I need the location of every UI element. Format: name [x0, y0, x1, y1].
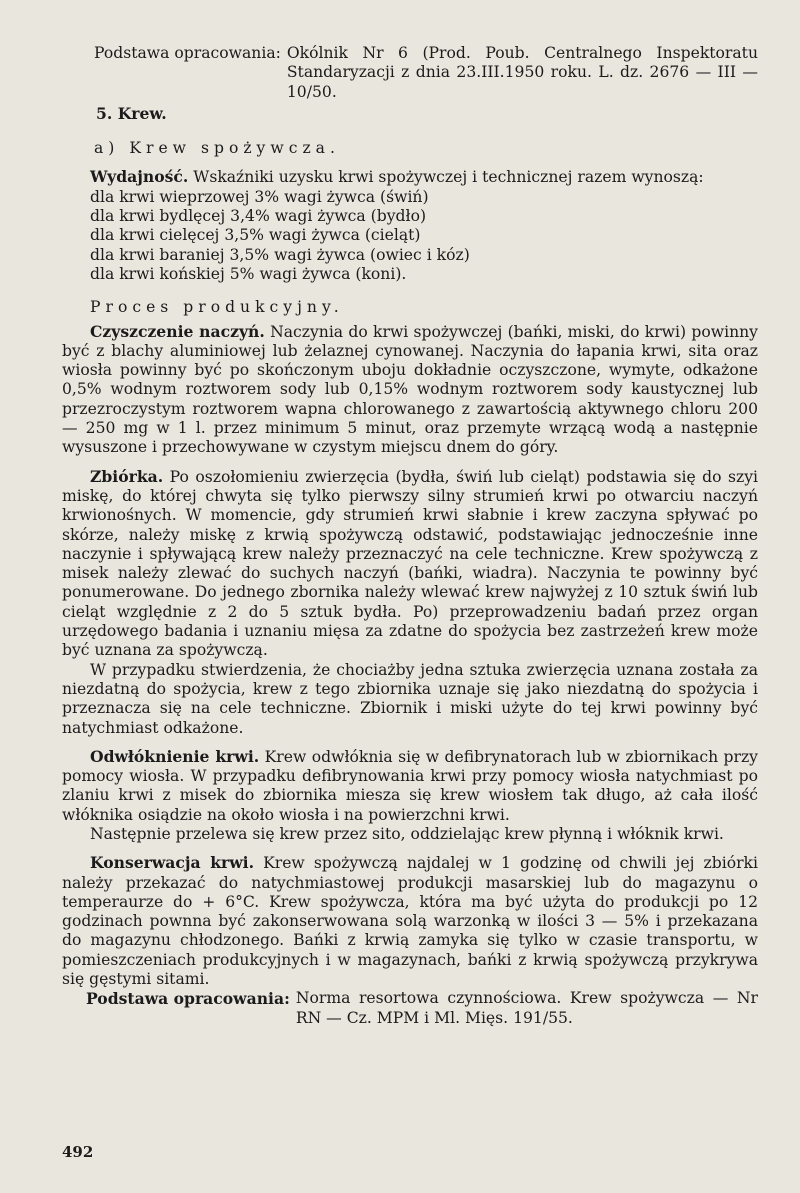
source-label: Podstawa opracowania: [94, 44, 281, 62]
list-item: dla krwi bydlęcej 3,4% wagi żywca (bydło) [90, 207, 427, 226]
source-label-bottom: Podstawa opracowania: [86, 989, 290, 1009]
defibrination-text: Krew odwłóknia się w defibrynatorach lub w zbiornikach przy pomocy wiosła. W przypadku defibrynowania krwi przy pomocy wiosła natychmiast po zlaniu krwi z misek do zbiornika miesza się krew wiosłem tak długo, aż cała ilość włóknika osiądzie na około wiosła i na powierzchni krwi. [62, 747, 758, 824]
cleaning-text: Naczynia do krwi spożywczej (bańki, miski, do krwi) powinny być z blachy aluminiowej lub żelaznej cynowanej. Naczynia do łapania krwi, sita oraz wiosła powinny być po skończonym uboju dokładnie oczyszczone, wymyte, odkażone 0,5% wodnym roztworem sody lub 0,15% wodnym roztworem sody kaustycznej lub przezroczystym roztworem wapna chlorowanego z zawartością aktywnego chloru 200 — 250 mg w 1 l. przez minimum 5 minut, oraz przemyte wrzącą wodą a następnie wysuszone i przechowywane w czystym miejscu dnem do góry. [62, 322, 758, 457]
list-item: dla krwi cielęcej 3,5% wagi żywca (cieląt) [90, 226, 421, 245]
collection-paragraph [62, 467, 758, 661]
defibrination-lead: Odwłóknienie krwi. [90, 746, 260, 766]
process-title: Proces produkcyjny. [90, 298, 344, 317]
source-note-top [94, 44, 758, 102]
subsection-title: a) Krew spożywcza. [94, 139, 340, 158]
yield-rates-list [62, 188, 758, 284]
preservation-lead: Konserwacja krwi. [90, 853, 254, 873]
yield-lead: Wydajność. [90, 167, 189, 187]
preservation-text: Krew spożywczą najdalej w 1 godzinę od chwili jej zbiórki należy przekazać do natychmiastowej produkcji masarskiej lub do magazynu o temperaurze do + 6°C. Krew spożywcza, która ma być użyta do produkcji po 12 godzinach pownna być zakonserwowana solą warzonką w ilości 3 — 5% i przekazana do magazynu chłodzonego. Bańki z krwią zamyka się tylko w czasie transportu, w pomieszczeniach produkcyjnych i w magazynach, bańki z krwią spożywczą przykrywa się gęstymi sitami. [62, 854, 758, 989]
source-note-bottom [86, 989, 758, 1028]
section-title: 5. Krew. [96, 103, 167, 123]
collection-paragraph-2: W przypadku stwierdzenia, że chociażby jedna sztuka zwierzęcia uznana została za niezdatną do spożycia, krew z tego zbiornika uznaje się jako niezdatną do spożycia i przeznacza się na cele techniczne. Zbiornik i miski użyte do tej krwi powinny być natychmiast odkażone. [62, 660, 758, 737]
list-item: dla krwi wieprzowej 3% wagi żywca (świń) [90, 187, 429, 206]
list-item: dla krwi końskiej 5% wagi żywca (koni). [90, 264, 407, 283]
defibrination-paragraph-2: Następnie przelewa się krew przez sito, oddzielając krew płynną i włóknik krwi. [90, 824, 724, 843]
list-item: dla krwi baraniej 3,5% wagi żywca (owiec i kóz) [90, 245, 470, 264]
preservation-paragraph [62, 853, 758, 989]
defibrination-paragraph [62, 747, 758, 825]
yield-paragraph [62, 167, 758, 187]
cleaning-lead: Czyszczenie naczyń. [90, 321, 265, 341]
page-number: 492 [62, 1143, 94, 1161]
cleaning-paragraph [62, 322, 758, 458]
collection-text: Po oszołomieniu zwierzęcia (bydła, świń lub cieląt) podstawia się do szyi miskę, do której chwyta się tylko pierwszy silny strumień krwi po otwarciu naczyń krwionośnych. W momencie, gdy strumień krwi słabnie i krew zaczyna spływać po skórze, należy miskę z krwią spożywczą odstawić, podstawiając jednocześnie inne naczynie i spływającą krew należy przeznaczyć na cele techniczne. Krew spożywczą z misek należy zlewać do suchych naczyń (bańki, wiadra). Naczynia te powinny być ponumerowane. Do jednego zbornika należy wlewać krew najwyżej z 10 sztuk świń lub cieląt względnie z 2 do 5 sztuk bydła. Po) przeprowadzeniu badań przez organ urzędowego badania i uznaniu mięsa za zdatne do spożycia bez zastrzeżeń krew może być uznana za spożywczą. [62, 467, 758, 660]
source-text: Okólnik Nr 6 (Prod. Poub. Centralnego Inspektoratu Standaryzacji z dnia 23.III.1950 roku. L. dz. 2676 — III — 10/50. [286, 44, 758, 101]
collection-lead: Zbiórka. [90, 466, 164, 486]
source-text-bottom: Norma resortowa czynnościowa. Krew spożywcza — Nr RN — Cz. MPM i Ml. Mięs. 191/55. [295, 989, 758, 1027]
yield-text: Wskaźniki uzysku krwi spożywczej i technicznej razem wynoszą: [188, 168, 704, 187]
